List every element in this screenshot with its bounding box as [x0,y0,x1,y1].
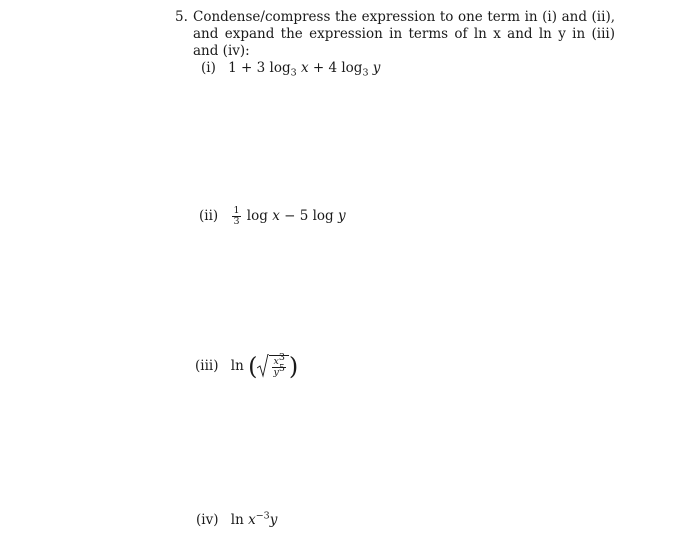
question-number: 5. [175,9,188,25]
fraction: $\frac{x^3}{y^5}$ [273,351,285,378]
part-label: (iv) [196,512,219,528]
part-label: (ii) [199,208,219,224]
part-iv [196,512,277,528]
part-i [201,60,381,79]
fraction: $\frac{1}{3}$ [233,205,240,227]
part-iii [195,352,298,380]
question-text: Condense/compress the expression to one term in (i) and (ii), and expand the expression in terms of ln x and ln y in (iii) and (iv): [193,9,615,59]
math-expression: 1 + 3 $\log_3 x + 4$ $\log_3 y$ [228,60,381,79]
math-expression: ln ( $\frac{x^3}{y^5}$ ) [230,351,299,380]
math-expression: $\ln x^{-3}y$ [230,510,278,528]
part-ii [199,206,346,227]
part-label: (i) [201,60,216,76]
part-label: (iii) [195,357,219,374]
math-expression: $\frac{1}{3}$ log x − 5 log y [233,205,346,227]
question-5 [175,9,615,60]
square-root [257,351,288,378]
